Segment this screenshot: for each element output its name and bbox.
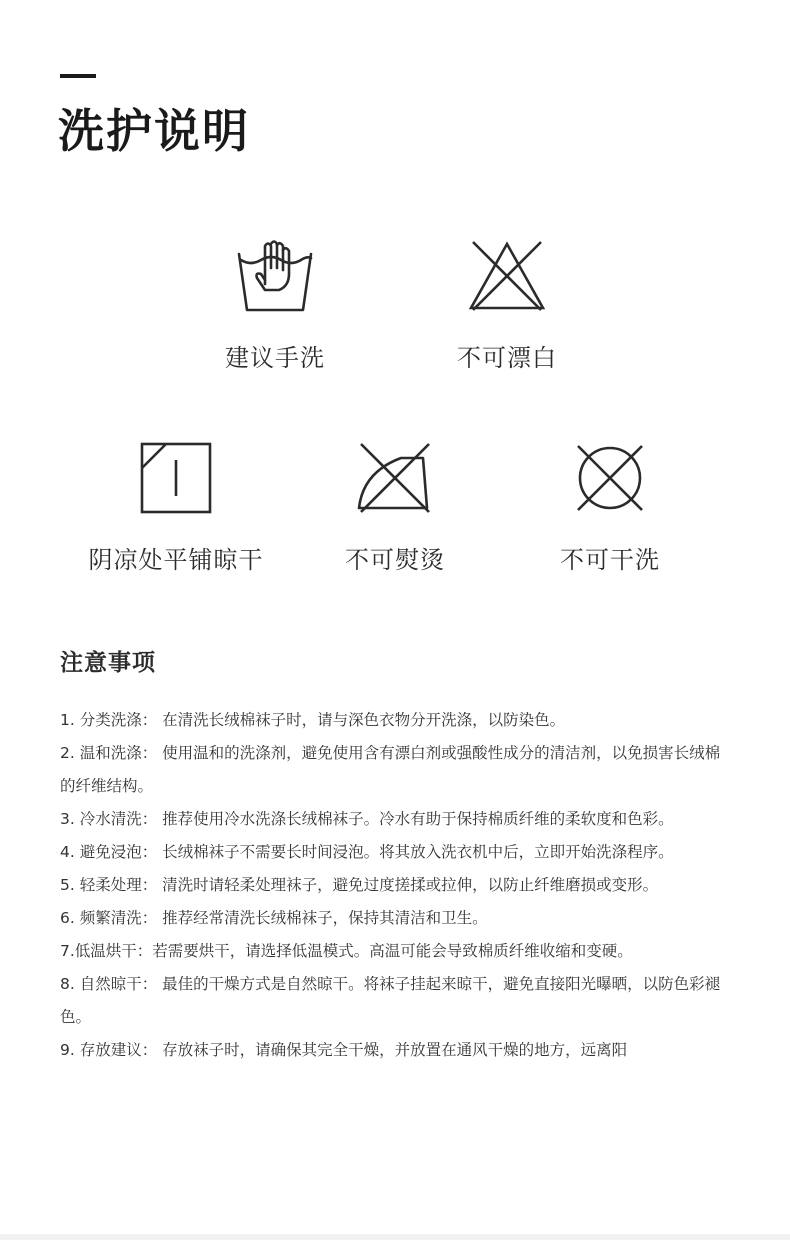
no-iron-icon <box>355 438 435 518</box>
list-item: 8. 自然晾干： 最佳的干燥方式是自然晾干。将袜子挂起来晾干，避免直接阳光曝晒，以防色彩褪色。 <box>60 975 721 1026</box>
list-item: 9. 存放建议： 存放袜子时，请确保其完全干燥，并放置在通风干燥的地方，远离阳 <box>60 1041 628 1059</box>
symbol-label: 不可熨烫 <box>345 546 445 574</box>
list-item: 2. 温和洗涤： 使用温和的洗涤剂，避免使用含有漂白剂或强酸性成分的清洁剂，以免损害长绒棉的纤维结构。 <box>60 744 721 795</box>
dry-flat-shade-icon <box>136 438 216 518</box>
care-symbol-no-bleach <box>427 236 587 373</box>
care-symbol-no-dry-clean <box>530 438 690 575</box>
symbol-label: 阴凉处平铺晾干 <box>88 546 264 574</box>
list-item: 3. 冷水清洗： 推荐使用冷水洗涤长绒棉袜子。冷水有助于保持棉质纤维的柔软度和色彩。 <box>60 810 674 828</box>
list-item: 6. 频繁清洗： 推荐经常清洗长绒棉袜子，保持其清洁和卫生。 <box>60 909 488 927</box>
care-symbol-hand-wash <box>195 236 355 373</box>
list-item: 4. 避免浸泡： 长绒棉袜子不需要长时间浸泡。将其放入洗衣机中后，立即开始洗涤程序。 <box>60 843 674 861</box>
notes-title: 注意事项 <box>60 650 156 676</box>
list-item: 1. 分类洗涤： 在清洗长绒棉袜子时，请与深色衣物分开洗涤，以防染色。 <box>60 711 566 729</box>
list-item: 7.低温烘干：若需要烘干，请选择低温模式。高温可能会导致棉质纤维收缩和变硬。 <box>60 942 633 960</box>
hand-wash-icon <box>235 236 315 316</box>
no-dry-clean-icon <box>570 438 650 518</box>
page-title: 洗护说明 <box>58 104 250 158</box>
bottom-divider <box>0 1234 790 1240</box>
notes-list <box>60 704 730 1067</box>
care-symbol-dry-flat-shade <box>66 438 286 575</box>
title-dash <box>60 74 96 78</box>
symbol-label: 不可漂白 <box>457 344 557 372</box>
list-item: 5. 轻柔处理： 清洗时请轻柔处理袜子，避免过度搓揉或拉伸，以防止纤维磨损或变形。 <box>60 876 659 894</box>
symbol-label: 不可干洗 <box>560 546 660 574</box>
care-symbol-no-iron <box>315 438 475 575</box>
no-bleach-icon <box>467 236 547 316</box>
symbol-label: 建议手洗 <box>225 344 325 372</box>
